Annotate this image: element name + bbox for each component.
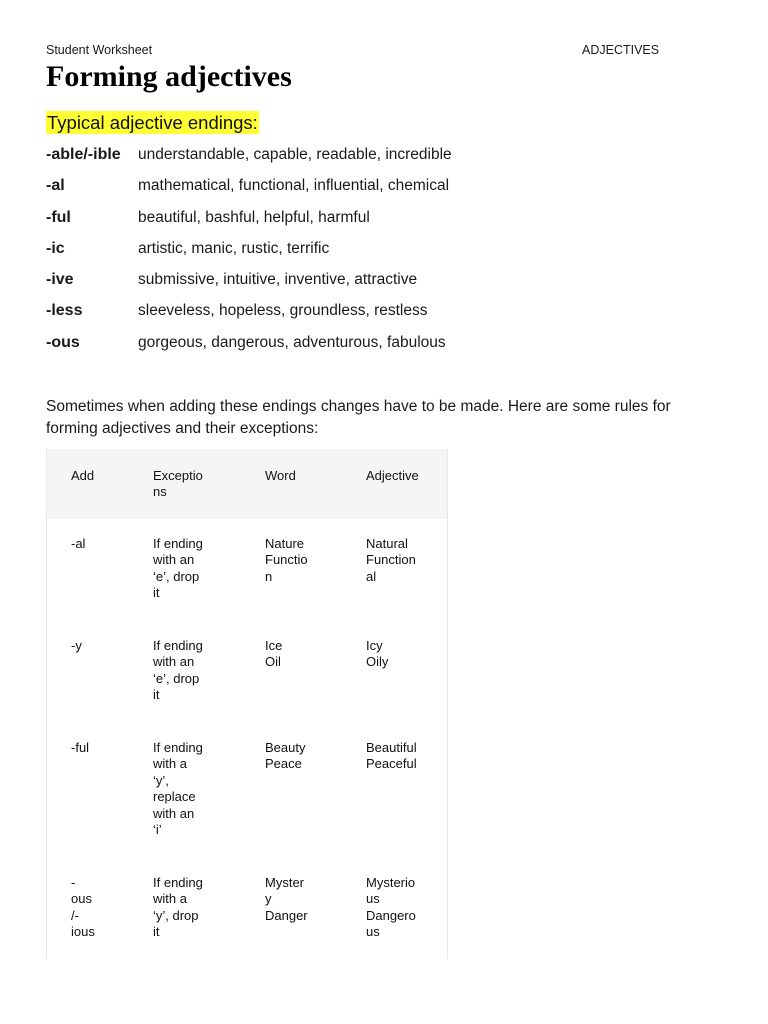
ending-suffix: -less (46, 302, 83, 320)
table-header-cell: Add (71, 468, 95, 483)
section-heading-highlighted: Typical adjective endings: (47, 112, 258, 133)
ending-row (46, 269, 706, 300)
table-cell: -al (71, 536, 86, 551)
table-header-cell: Word (265, 468, 296, 483)
table-cell: - ous /- ious (71, 875, 95, 940)
table-cell: If ending with a ‘y’, drop it (153, 875, 203, 940)
table-cell: Icy Oily (366, 638, 389, 670)
ending-examples: sleeveless, hopeless, groundless, restless (138, 302, 428, 320)
header-left-label: Student Worksheet (46, 43, 153, 57)
table-cell: Natural Function al (366, 536, 416, 584)
ending-suffix: -able/-ible (46, 146, 121, 163)
ending-row (46, 332, 706, 363)
table-cell: Nature Functio n (265, 536, 308, 584)
ending-row (46, 300, 706, 331)
table-cell: Mysterio us Dangero us (366, 875, 416, 940)
intro-paragraph: Sometimes when adding these endings changes have to be made. Here are some rules for forming adjectives and their exceptions: (46, 398, 671, 437)
ending-examples: beautiful, bashful, helpful, harmful (138, 208, 370, 226)
ending-row (46, 144, 706, 175)
table-cell: If ending with an ‘e’, drop it (153, 638, 203, 703)
ending-examples: artistic, manic, rustic, terrific (138, 239, 330, 257)
table-header-row (47, 449, 447, 519)
ending-row (46, 207, 706, 238)
table-cell: If ending with a ‘y’, replace with an ‘i’ (153, 740, 203, 838)
table-cell: Beautiful Peaceful (366, 740, 417, 772)
table-cell: -ful (71, 740, 90, 755)
ending-row (46, 238, 706, 269)
ending-row (46, 175, 706, 206)
table-cell: -y (71, 638, 82, 653)
ending-suffix: -ful (46, 208, 71, 226)
table-cell: Beauty Peace (265, 740, 306, 772)
ending-suffix: -ous (46, 333, 80, 351)
table-cell: If ending with an ‘e’, drop it (153, 536, 203, 601)
ending-examples: understandable, capable, readable, incredible (138, 146, 452, 163)
table-header-cell: Adjective (366, 468, 419, 483)
ending-examples: mathematical, functional, influential, chemical (138, 177, 450, 195)
rules-table (46, 449, 448, 959)
ending-suffix: -al (46, 177, 65, 195)
ending-suffix: -ic (46, 239, 65, 257)
header-right-label: ADJECTIVES (582, 43, 660, 57)
endings-list (46, 144, 706, 363)
table-header-cell: Exceptio ns (153, 468, 203, 500)
page-title: Forming adjectives (46, 60, 292, 93)
table-cell: Ice Oil (265, 638, 283, 670)
table-cell: Myster y Danger (265, 875, 308, 923)
ending-suffix: -ive (46, 271, 74, 289)
ending-examples: submissive, intuitive, inventive, attractive (138, 271, 418, 289)
ending-examples: gorgeous, dangerous, adventurous, fabulous (138, 333, 446, 351)
